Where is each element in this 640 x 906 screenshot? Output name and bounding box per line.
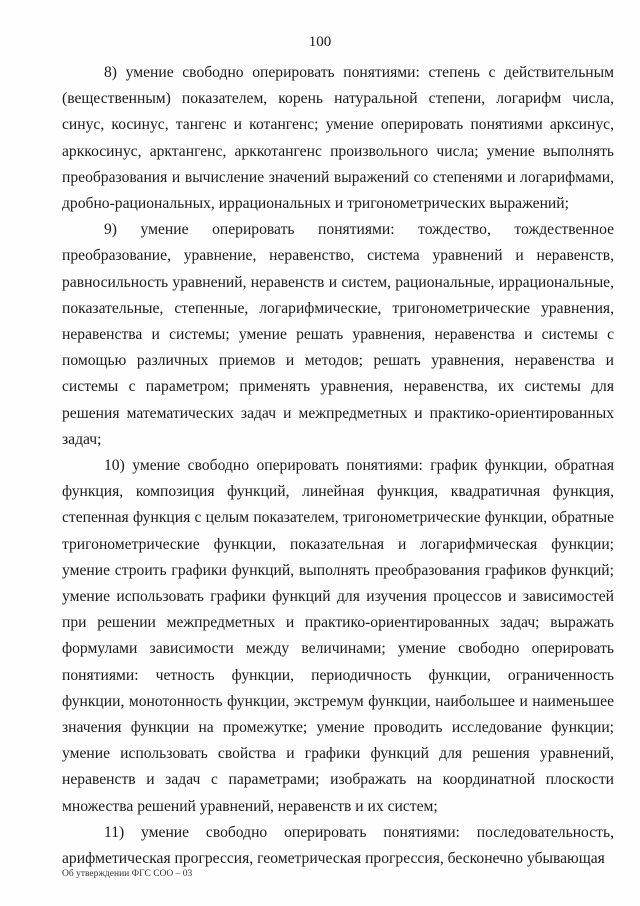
paragraph-item-9: 9) умение оперировать понятиями: тождество, тождественное преобразование, уравнение, неравенство, система уравнений и неравенств, равносильность уравнений, неравенств и систем, рациональные, иррациональные, показательные, степенные, логарифмические, тригонометрические уравнения, неравенства и системы; умение решать уравнения, неравенства и системы с помощью различных приемов и методов; решать уравнения, неравенства и системы с параметром; применять уравнения, неравенства, их системы для решения математических задач и межпредметных и практико-ориентированных задач; xyxy=(62,221,614,448)
page-footer: Об утверждении ФГС СОО – 03 xyxy=(62,869,193,879)
page-number: 100 xyxy=(308,34,332,50)
paragraph-item-10: 10) умение свободно оперировать понятиями: график функции, обратная функция, композиция функций, линейная функция, квадратичная функция, степенная функция с целым показателем, тригонометрические функции, обратные тригонометрические функции, показательная и логарифмическая функции; умение строить графики функций, выполнять преобразования графиков функций; умение использовать графики функций для изучения процессов и зависимостей при решении межпредметных и практико-ориентированных задач; выражать формулами зависимости между величинами; умение свободно оперировать понятиями: четность функции, периодичность функции, ограниченность функции, монотонность функции, экстремум функции, наибольшее и наименьшее значения функции на промежутке; умение проводить исследование функции; умение использовать свойства и графики функций для решения уравнений, неравенств и задач с параметрами; изображать на координатной плоскости множества решений уравнений, неравенств и их систем; xyxy=(62,457,614,815)
document-body xyxy=(62,60,614,872)
paragraph-item-11: 11) умение свободно оперировать понятиями: последовательность, арифметическая прогрессия, геометрическая прогрессия, бесконечно убывающая xyxy=(62,823,614,868)
paragraph-item-8: 8) умение свободно оперировать понятиями: степень с действительным (вещественным) показателем, корень натуральной степени, логарифм числа, синус, косинус, тангенс и котангенс; умение оперировать понятиями арксинус, арккосинус, арктангенс, арккотангенс произвольного числа; умение выполнять преобразования и вычисление значений выражений со степенями и логарифмами, дробно-рациональных, иррациональных и тригонометрических выражений; xyxy=(62,64,614,213)
